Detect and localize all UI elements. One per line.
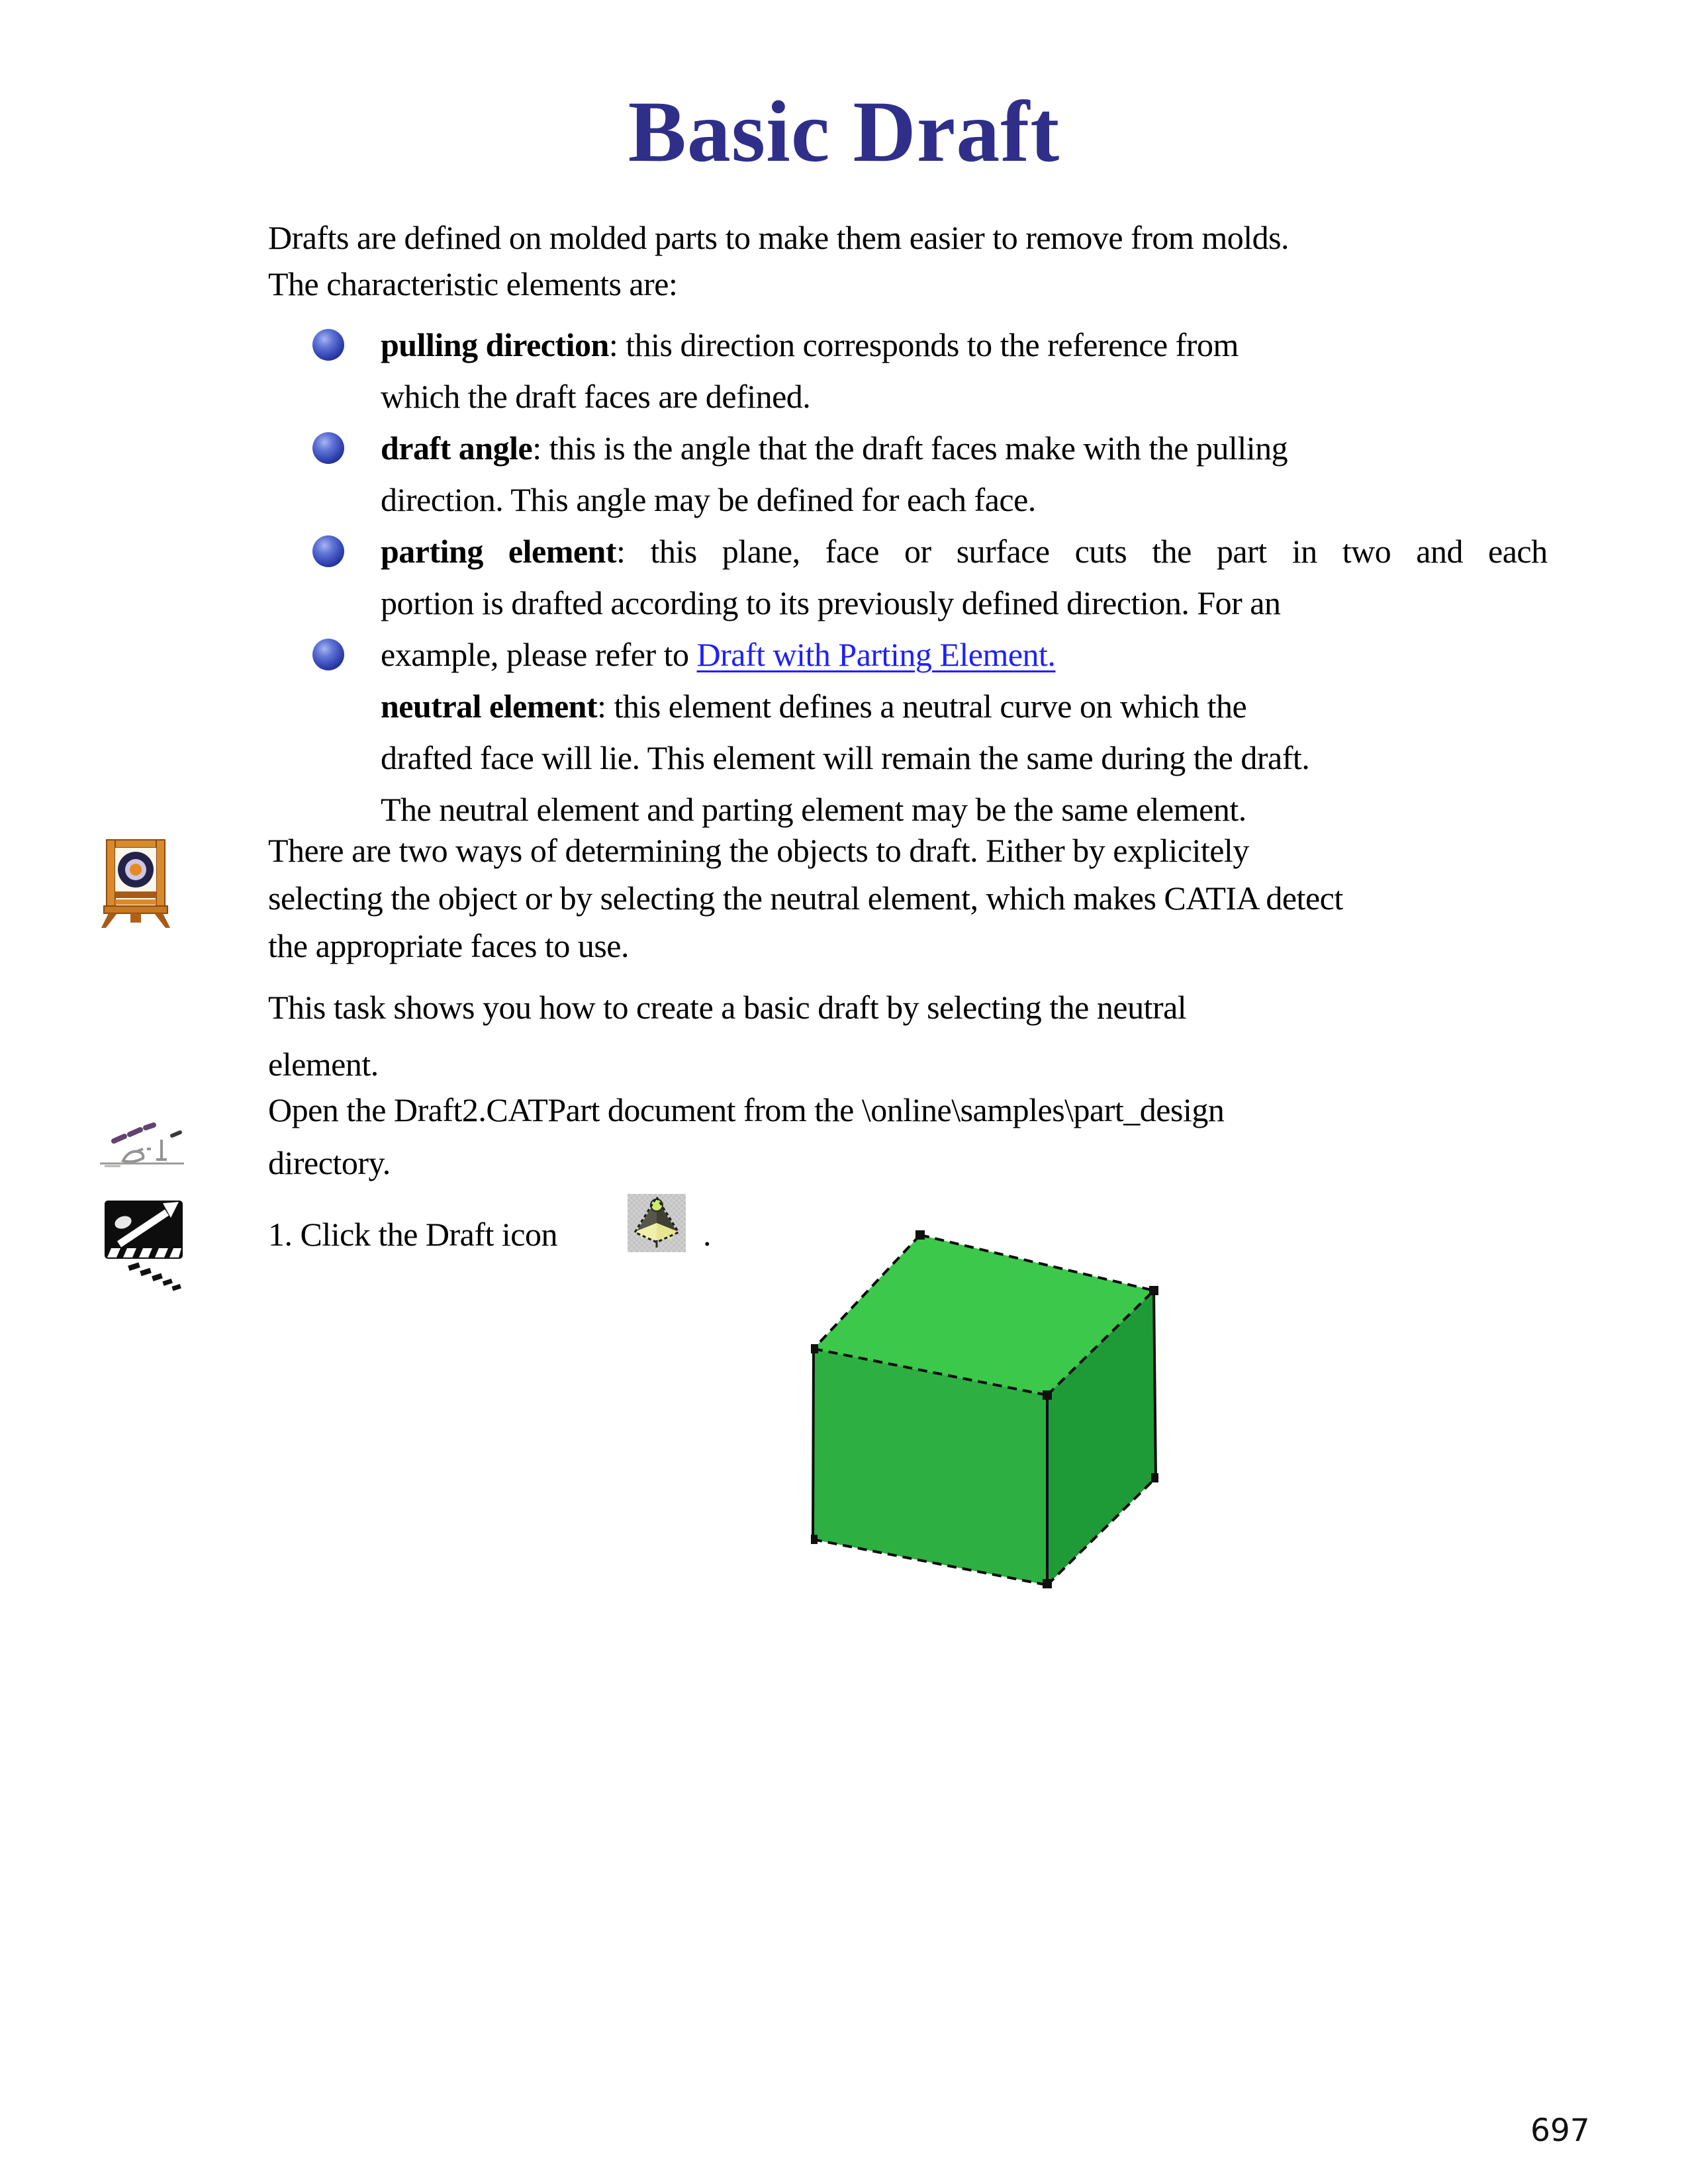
bullet-list: [312, 319, 1548, 835]
target-icon: [101, 838, 171, 931]
bold-term: draft angle: [381, 430, 533, 467]
bullet-line: [381, 422, 1288, 474]
text-segment: which the draft faces are defined.: [381, 378, 811, 415]
bullet-item-text: [381, 319, 1239, 422]
bullet-item-text: [381, 629, 1309, 835]
bullet-line: [381, 732, 1309, 784]
open-document-paragraph: [268, 1083, 1224, 1189]
bullet-line: [381, 680, 1309, 732]
text-segment: : this plane, face or surface cuts the part in two and each: [616, 533, 1548, 570]
page-number: 697: [1530, 2113, 1590, 2149]
text-segment: : this direction corresponds to the reference from: [608, 326, 1239, 363]
step1-text: 1. Click the Draft icon: [268, 1216, 557, 1253]
bullet-line: [381, 474, 1288, 525]
text-segment: direction. This angle may be defined for each face.: [381, 481, 1036, 518]
bold-term: parting element: [381, 533, 617, 570]
sphere-bullet-icon: [312, 535, 344, 567]
bullet-item: [312, 319, 1548, 422]
bullet-item-text: [381, 525, 1548, 629]
page-title: Basic Draft: [628, 83, 1060, 180]
text-segment: example, please refer to: [381, 636, 697, 673]
film-clapper-icon: [105, 1201, 188, 1293]
bullet-item: [312, 629, 1548, 835]
bold-term: pulling direction: [381, 326, 609, 363]
step1-period: .: [703, 1216, 711, 1253]
sphere-bullet-icon: [312, 432, 344, 464]
text-line: directory.: [268, 1144, 391, 1181]
text-line: The characteristic elements are:: [268, 265, 678, 302]
text-segment: portion is drafted according to its previously defined direction. For an: [381, 584, 1281, 621]
two-ways-paragraph: [268, 827, 1343, 970]
sphere-bullet-icon: [312, 639, 344, 670]
text-line: element.: [268, 1046, 379, 1083]
bullet-line: [381, 319, 1239, 371]
text-line: the appropriate faces to use.: [268, 927, 629, 964]
scenario-sketch-icon: [98, 1121, 187, 1183]
draft-tool-icon: [628, 1194, 686, 1252]
bullet-item: [312, 525, 1548, 629]
text-segment: : this is the angle that the draft faces make with the pulling: [532, 430, 1288, 467]
text-line: selecting the object or by selecting the neutral element, which makes CATIA detect: [268, 880, 1343, 917]
bullet-line: [381, 629, 1309, 680]
bullet-line: [381, 371, 1239, 422]
bullet-item: [312, 422, 1548, 525]
bullet-line: [381, 577, 1548, 629]
bold-term: neutral element: [381, 688, 598, 725]
text-line: Open the Draft2.CATPart document from the \online\samples\part_design: [268, 1091, 1225, 1128]
text-segment: The neutral element and parting element may be the same element.: [381, 791, 1246, 828]
task-paragraph: [268, 979, 1186, 1093]
text-line: There are two ways of determining the objects to draft. Either by explicitely: [268, 832, 1249, 869]
text-segment: drafted face will lie. This element will remain the same during the draft.: [381, 739, 1310, 776]
bullet-line: [381, 525, 1548, 577]
sphere-bullet-icon: [312, 329, 344, 361]
intro-paragraph: [268, 214, 1289, 307]
green-cube-figure: [811, 1230, 1158, 1590]
text-line: This task shows you how to create a basic draft by selecting the neutral: [268, 989, 1187, 1026]
text-line: Drafts are defined on molded parts to make them easier to remove from molds.: [268, 219, 1289, 256]
text-segment: : this element defines a neutral curve on which the: [597, 688, 1247, 725]
bullet-item-text: [381, 422, 1288, 525]
draft-with-parting-element-link[interactable]: Draft with Parting Element.: [696, 636, 1056, 673]
